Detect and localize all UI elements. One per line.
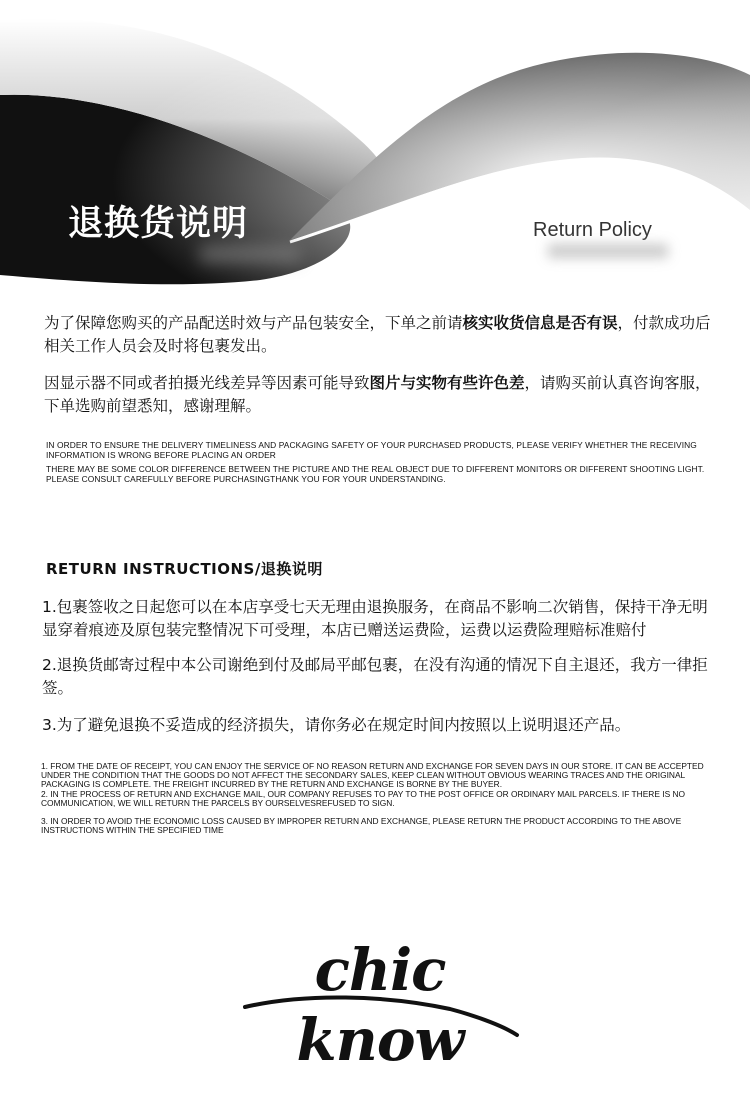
page-subtitle: Return Policy bbox=[533, 219, 652, 241]
return-english-2: 2. IN THE PROCESS OF RETURN AND EXCHANGE MAIL, OUR COMPANY REFUSES TO PAY TO THE POST OFFICE OR ORDINARY MAIL PARCELS. IF THERE IS NO COMMUNICATION, WE WILL RETURN THE PARCELS BY OURSELVESREFUSED TO SIGN. bbox=[41, 788, 686, 808]
header-banner bbox=[0, 0, 750, 300]
return-item-2: 2.退换货邮寄过程中本公司谢绝到付及邮局平邮包裹，在没有沟通的情况下自主退还，我方一律拒签。 bbox=[42, 656, 708, 697]
notice-text: ，付款成功后相关工作人员会及时将包裹发出。 bbox=[44, 314, 711, 355]
notice-text: 为了保障您购买的产品配送时效与产品包装安全，下单之前请 bbox=[44, 314, 463, 332]
page-title: 退换货说明 bbox=[68, 204, 249, 244]
notice-text: ，请购买前认真咨询客服，下单选购前望悉知，感谢理解。 bbox=[44, 374, 711, 415]
notice-text: 因显示器不同或者拍摄光线差异等因素可能导致 bbox=[44, 374, 370, 392]
notice-english-2: THERE MAY BE SOME COLOR DIFFERENCE BETWEEN THE PICTURE AND THE REAL OBJECT DUE TO DIFFERENT MONITORS OR DIFFERENT SHOOTING LIGHT. PLEASE CONSULT CAREFULLY BEFORE PURCHASINGTHANK YOU FOR YOUR UNDERSTANDING. bbox=[46, 464, 705, 484]
title-shadow bbox=[200, 246, 300, 262]
return-english-1: 1. FROM THE DATE OF RECEIPT, YOU CAN ENJOY THE SERVICE OF NO REASON RETURN AND EXCHANGE FOR SEVEN DAYS IN OUR STORE. IT CAN BE ACCEPTED UNDER THE CONDITION THAT THE GOODS DO NOT AFFECT THE SECONDARY SALES, KEEP CLEAN WITHOUT OBVIOUS WEARING TRACES AND THE ORIGINAL PACKAGING IS COMPLETE. THE FREIGHT INCURRED BY THE RETURN AND EXCHANGE IS BORNE BY THE BUYER. bbox=[41, 761, 704, 790]
section-heading: RETURN INSTRUCTIONS/退换说明 bbox=[46, 560, 323, 578]
notice-emphasis: 图片与实物有些许色差 bbox=[369, 374, 525, 392]
notice-english-1: IN ORDER TO ENSURE THE DELIVERY TIMELINESS AND PACKAGING SAFETY OF YOUR PURCHASED PRODUCTS, PLEASE VERIFY WHETHER THE RECEIVING INFORMATION IS WRONG BEFORE PLACING AN ORDER bbox=[46, 440, 697, 460]
logo-underline bbox=[235, 935, 525, 1045]
return-item-3: 3.为了避免退换不妥造成的经济损失，请你务必在规定时间内按照以上说明退还产品。 bbox=[42, 716, 631, 734]
return-english bbox=[41, 762, 711, 835]
notice-paragraph-2 bbox=[44, 372, 714, 418]
brand-logo-text: chic know bbox=[296, 936, 464, 1074]
brand-logo bbox=[235, 935, 525, 1074]
notice-emphasis: 核实收货信息是否有误 bbox=[462, 314, 618, 332]
return-item-1: 1.包裹签收之日起您可以在本店享受七天无理由退换服务，在商品不影响二次销售，保持干净无明显穿着痕迹及原包装完整情况下可受理，本店已赠送运费险，运费以运费险理赔标准赔付 bbox=[42, 598, 708, 639]
notice-paragraph-1 bbox=[44, 312, 714, 358]
return-english-3: 3. IN ORDER TO AVOID THE ECONOMIC LOSS CAUSED BY IMPROPER RETURN AND EXCHANGE, PLEASE RETURN THE PRODUCT ACCORDING TO THE ABOVE INSTRUCTIONS WITHIN THE SPECIFIED TIME bbox=[41, 816, 682, 836]
subtitle-shadow bbox=[548, 244, 668, 258]
